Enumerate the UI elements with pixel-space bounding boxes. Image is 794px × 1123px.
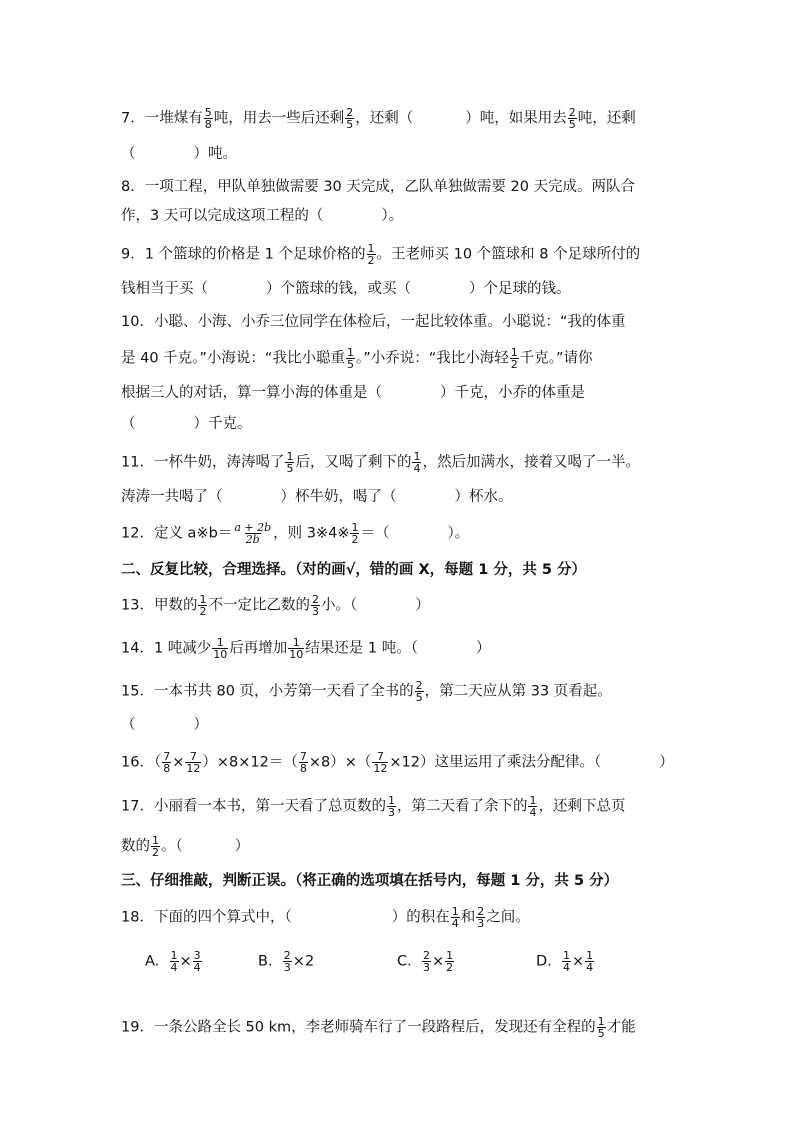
question-15-line-1: 15．一本书共 80 页，小芳第一天看了全书的 $\frac{2}{5}$ ，第二天应从第 33 页看起。 bbox=[121, 679, 612, 704]
question-18: 18．下面的四个算式中，（ ）的积在 $\frac{1}{4}$ 和 $\frac{2}{3}$ 之间。 bbox=[121, 905, 530, 930]
fraction: $\frac{2}{5}$ bbox=[415, 679, 423, 704]
question-11-line-2: 涛涛一共喝了（ ）杯牛奶，喝了（ ）杯水。 bbox=[121, 489, 513, 505]
fraction: $\frac{1}{2}$ bbox=[446, 949, 454, 974]
choice-b[interactable]: B. $\frac{2}{3}$ ×2 bbox=[258, 949, 315, 974]
question-12: 12．定义 a※b＝ $\frac{a + 2b}{2b}$ ，则 3※4※ $\frac{1}{2}$ ＝（ ）。 bbox=[121, 521, 470, 546]
question-7-line-2: （ ）吨。 bbox=[121, 146, 237, 162]
question-15-line-2: （ ） bbox=[121, 717, 208, 733]
fraction: $\frac{3}{4}$ bbox=[193, 949, 201, 974]
question-11-line-1: 11．一杯牛奶，涛涛喝了 $\frac{1}{5}$ 后，又喝了剩下的 $\frac{1}{4}$ ，然后加满水，接着又喝了一半。 bbox=[121, 450, 640, 475]
fraction: $\frac{2}{5}$ bbox=[568, 106, 576, 131]
fraction: $\frac{1}{2}$ bbox=[152, 834, 159, 859]
fraction: $\frac{1}{2}$ bbox=[367, 242, 375, 267]
section-3-heading: 三、仔细推敲，判断正误。（将正确的选项填在括号内，每题 1 分，共 5 分） bbox=[121, 873, 619, 889]
question-17-line-2: 数的 $\frac{1}{2}$ 。（ ） bbox=[121, 834, 250, 859]
question-8-line-2: 作，3 天可以完成这项工程的（ ）。 bbox=[121, 208, 404, 224]
fraction: $\frac{a + 2b}{2b}$ bbox=[234, 521, 272, 546]
q7-text: ）吨，如果用去 bbox=[465, 110, 567, 127]
question-8-line-1: 8．一项工程，甲队单独做需要 30 天完成，乙队单独做需要 20 天完成。两队合 bbox=[121, 179, 636, 195]
q7-text: 吨，还剩 bbox=[577, 110, 636, 127]
question-14: 14．1 吨减少 $\frac{1}{10}$ 后再增加 $\frac{1}{10}$ 结果还是 1 吨。（ ） bbox=[121, 636, 491, 661]
question-9-line-1: 9．1 个篮球的价格是 1 个足球价格的 $\frac{1}{2}$ 。王老师买 10 个篮球和 8 个足球所付的 bbox=[121, 242, 641, 267]
fraction: $\frac{2}{5}$ bbox=[346, 106, 354, 131]
fraction: $\frac{2}{3}$ bbox=[311, 593, 319, 618]
fraction: $\frac{1}{2}$ bbox=[510, 346, 518, 371]
question-10-line-2: 是 40 千克。”小海说：“我比小聪重 $\frac{1}{5}$ 。”小乔说：“我比小海轻 $\frac{1}{2}$ 千克。”请你 bbox=[121, 346, 593, 371]
fraction: $\frac{1}{3}$ bbox=[387, 794, 395, 819]
fraction: $\frac{1}{10}$ bbox=[289, 636, 304, 661]
fraction: $\frac{1}{2}$ bbox=[199, 593, 207, 618]
q7-text: 7．一堆煤有 bbox=[121, 110, 203, 127]
fraction: $\frac{1}{10}$ bbox=[213, 636, 228, 661]
question-10-line-3: 根据三人的对话，算一算小海的体重是（ ）千克，小乔的体重是 bbox=[121, 385, 585, 401]
choice-a[interactable]: A. $\frac{1}{4}$ × $\frac{3}{4}$ bbox=[145, 949, 201, 974]
fraction: $\frac{1}{4}$ bbox=[586, 949, 594, 974]
fraction: $\frac{2}{3}$ bbox=[477, 905, 485, 930]
fraction: $\frac{1}{2}$ bbox=[351, 521, 359, 546]
fraction: $\frac{5}{8}$ bbox=[204, 106, 212, 131]
question-10-line-1: 10．小聪、小海、小乔三位同学在体检后，一起比较体重。小聪说：“我的体重 bbox=[121, 314, 626, 330]
fraction: $\frac{1}{5}$ bbox=[597, 1015, 605, 1040]
fraction: $\frac{1}{4}$ bbox=[529, 794, 537, 819]
question-13: 13．甲数的 $\frac{1}{2}$ 不一定比乙数的 $\frac{2}{3}$ 小。（ ） bbox=[121, 593, 430, 618]
question-19: 19．一条公路全长 50 km，李老师骑车行了一段路程后，发现还有全程的 $\frac{1}{5}$ 才能 bbox=[121, 1015, 636, 1040]
fraction: $\frac{1}{4}$ bbox=[413, 450, 421, 475]
fraction: $\frac{2}{3}$ bbox=[283, 949, 291, 974]
question-7-line-1 bbox=[121, 107, 636, 130]
fraction: $\frac{7}{12}$ bbox=[186, 750, 201, 775]
question-16: 16．（ $\frac{7}{8}$ × $\frac{7}{12}$ ）×8×12＝（ $\frac{7}{8}$ ×8）×（ $\frac{7}{12}$ ×12）这里运用了乘法分配律。（ ） bbox=[121, 750, 674, 775]
fraction: $\frac{7}{12}$ bbox=[373, 750, 388, 775]
fraction: $\frac{1}{5}$ bbox=[286, 450, 294, 475]
choice-d[interactable]: D. $\frac{1}{4}$ × $\frac{1}{4}$ bbox=[536, 949, 594, 974]
fraction: $\frac{7}{8}$ bbox=[163, 750, 171, 775]
fraction: $\frac{2}{3}$ bbox=[422, 949, 430, 974]
fraction: $\frac{1}{4}$ bbox=[563, 949, 570, 974]
fraction: $\frac{1}{5}$ bbox=[346, 346, 354, 371]
section-2-heading: 二、反复比较，合理选择。（对的画√，错的画 X，每题 1 分，共 5 分） bbox=[121, 562, 587, 578]
fraction: $\frac{1}{4}$ bbox=[170, 949, 178, 974]
fraction: $\frac{1}{4}$ bbox=[451, 905, 459, 930]
fraction: $\frac{7}{8}$ bbox=[299, 750, 307, 775]
choice-c[interactable]: C. $\frac{2}{3}$ × $\frac{1}{2}$ bbox=[397, 949, 454, 974]
q7-text: ，还剩（ bbox=[355, 110, 414, 127]
question-17-line-1: 17．小丽看一本书，第一天看了总页数的 $\frac{1}{3}$ ，第二天看了余下的 $\frac{1}{4}$ ，还剩下总页 bbox=[121, 794, 626, 819]
q7-text: 吨，用去一些后还剩 bbox=[213, 110, 345, 127]
question-10-line-4: （ ）千克。 bbox=[121, 416, 252, 432]
question-9-line-2: 钱相当于买（ ）个篮球的钱，或买（ ）个足球的钱。 bbox=[121, 281, 571, 297]
